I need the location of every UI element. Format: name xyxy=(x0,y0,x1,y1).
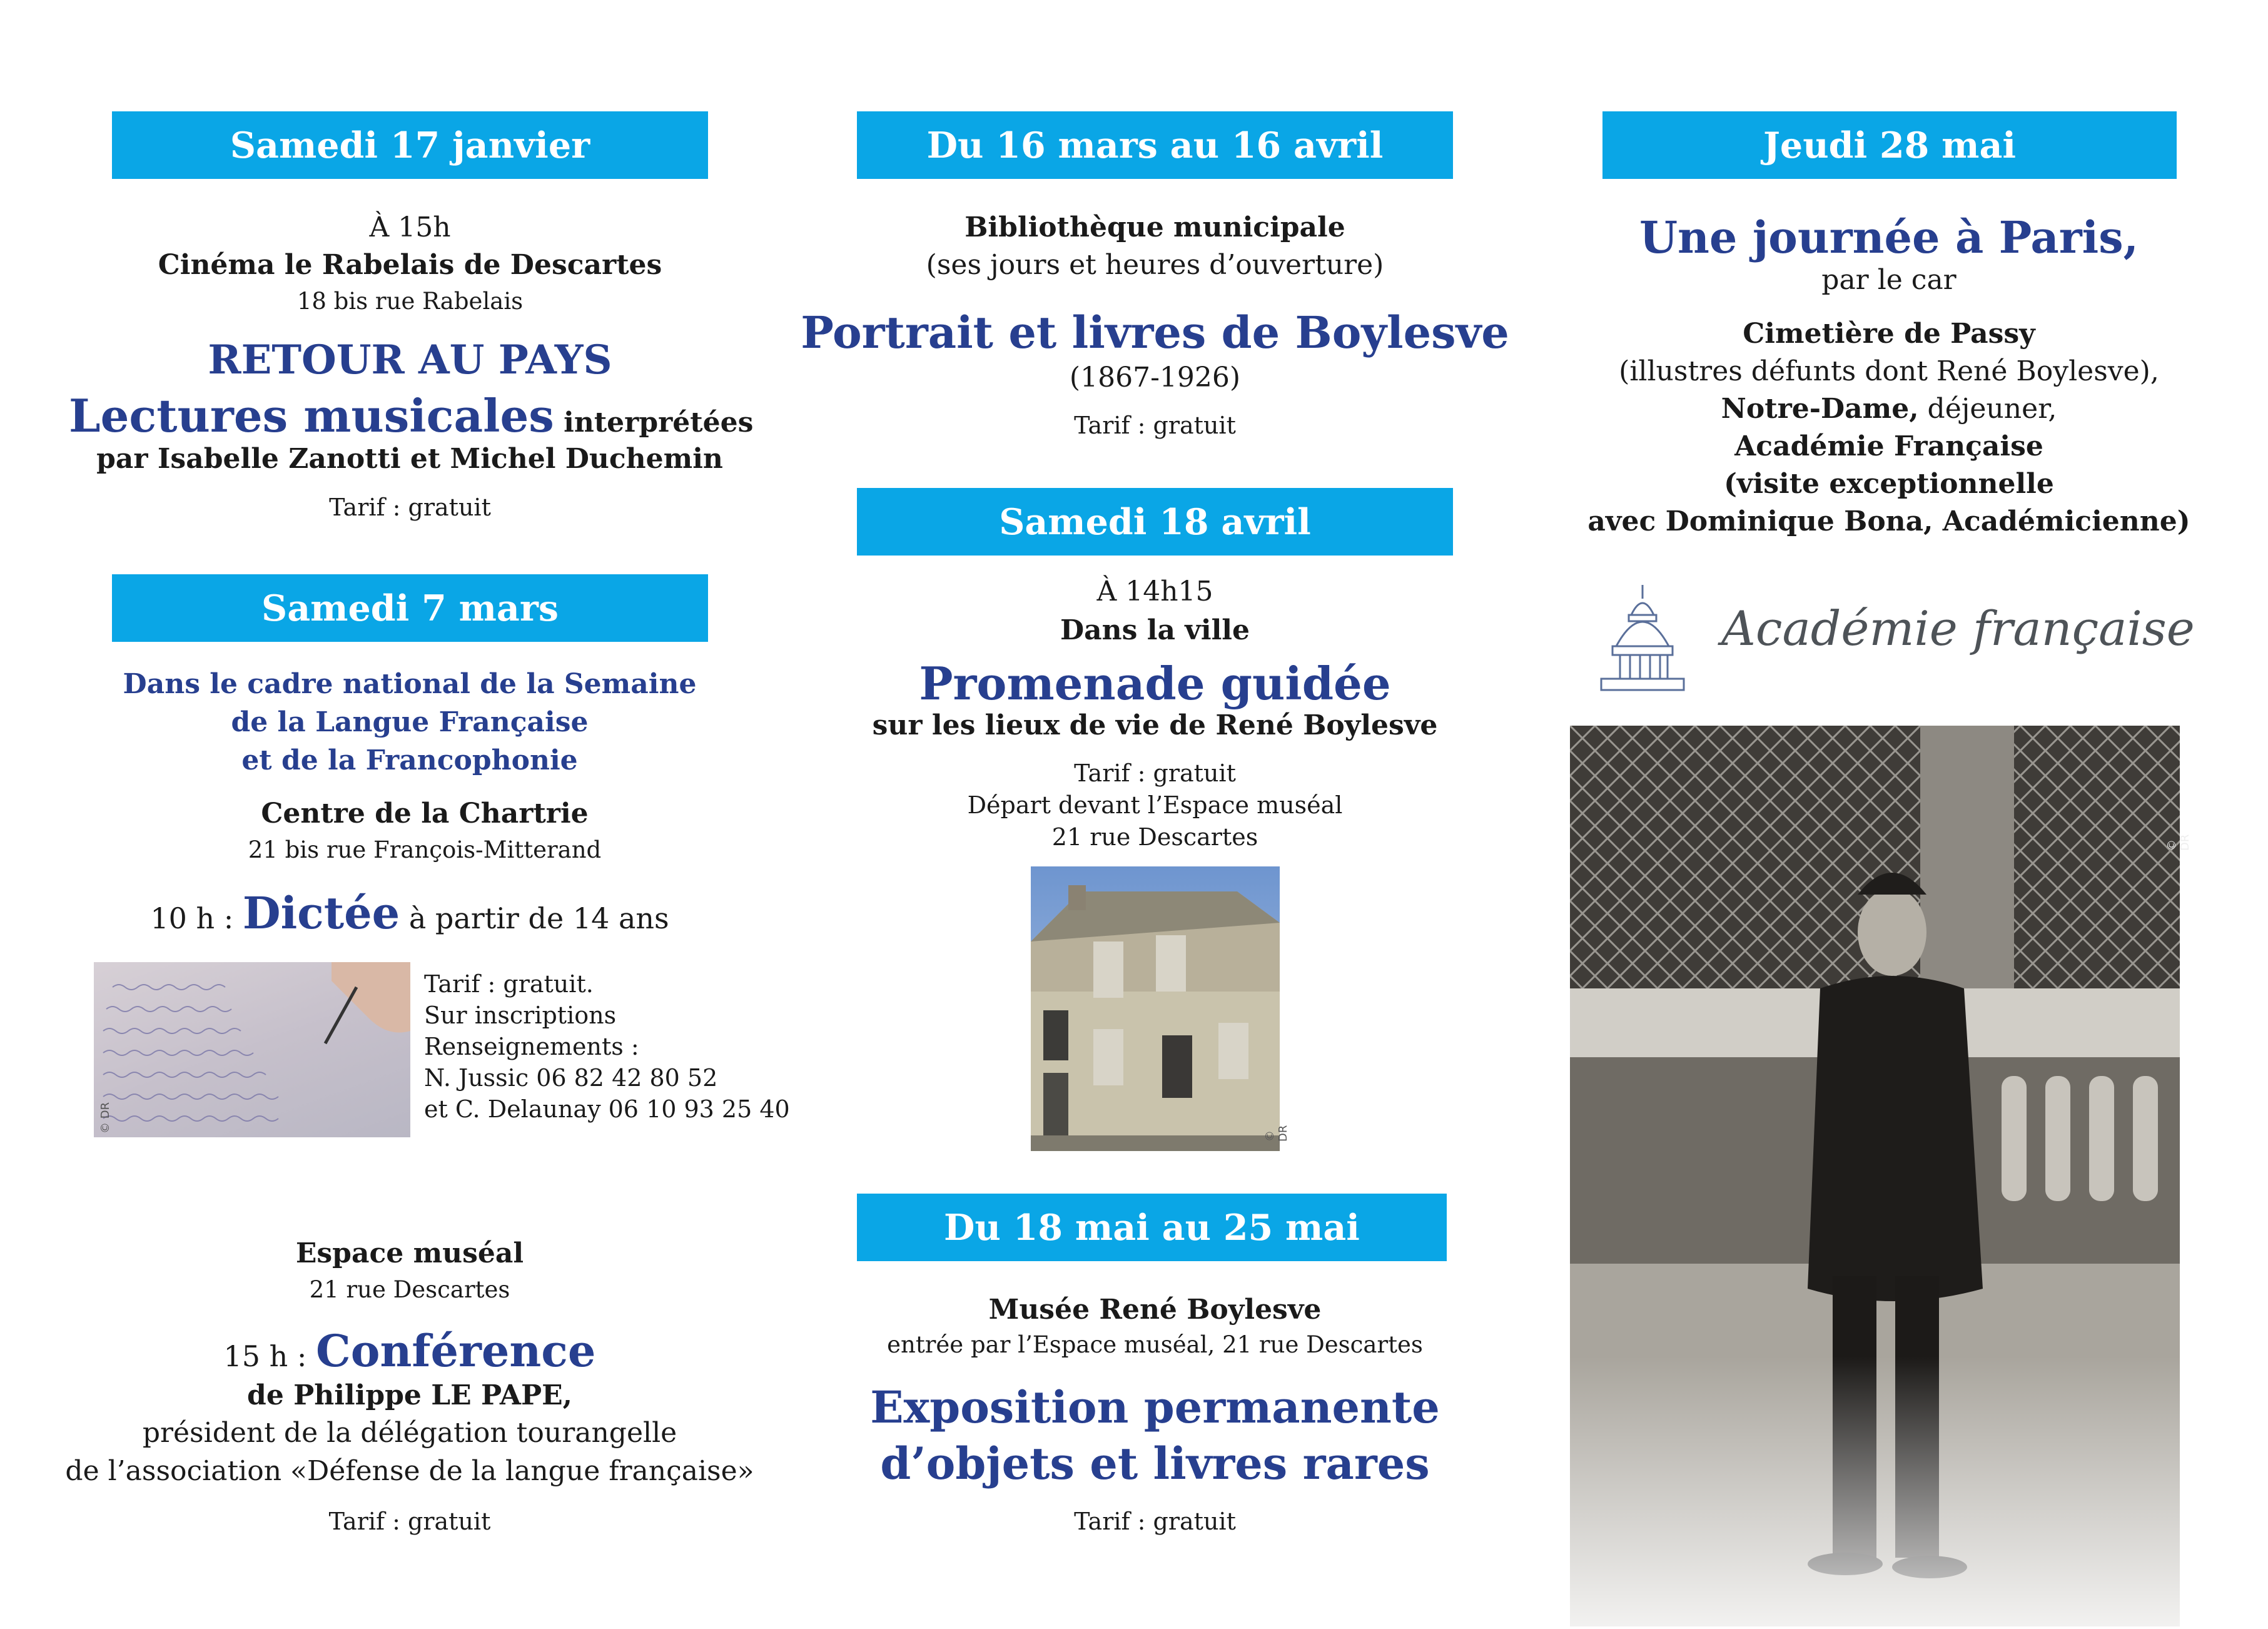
museum-title-line1: Exposition permanente xyxy=(870,1381,1440,1433)
dictee-info-line: Sur inscriptions xyxy=(424,1002,617,1029)
event1-address: 18 bis rue Rabelais xyxy=(296,288,524,315)
dictee-line xyxy=(69,887,751,939)
event3-tarif: Tarif : gratuit xyxy=(328,1508,491,1535)
house-photo-credit: © DR xyxy=(1263,1125,1290,1142)
event1-tarif: Tarif : gratuit xyxy=(329,494,491,521)
walk-title: Promenade guidée xyxy=(919,657,1391,710)
banner-samedi-18-avril xyxy=(857,488,1453,556)
event1-time: À 15h xyxy=(369,211,451,243)
event1-performers: par Isabelle Zanotti et Michel Duchemin xyxy=(96,443,723,475)
conference-speaker: de Philippe LE PAPE, xyxy=(247,1379,572,1411)
academie-logo-text xyxy=(1721,601,2195,694)
conference-line3: de l’association «Défense de la langue française» xyxy=(65,1455,754,1487)
museum-tarif: Tarif : gratuit xyxy=(1074,1508,1236,1535)
banner-du-18-mai-au-25-mai xyxy=(857,1194,1447,1261)
trip-subtitle: par le car xyxy=(1821,264,1957,296)
dictee-photo xyxy=(94,962,410,1137)
banner-text: Du 18 mai au 25 mai xyxy=(944,1206,1360,1249)
banner-jeudi-28-mai xyxy=(1602,111,2177,179)
banner-text: Samedi 7 mars xyxy=(261,587,559,629)
museum-title-line2: d’objets et livres rares xyxy=(880,1438,1430,1489)
banner-du-16-mars-au-16-avril xyxy=(857,111,1453,179)
trip-stop-passy-note: (illustres défunts dont René Boylesve), xyxy=(1619,355,2159,387)
boylesve-portrait-photo xyxy=(1570,726,2192,1626)
dictee-rest: à partir de 14 ans xyxy=(400,901,669,935)
expo1-title: Portrait et livres de Boylesve xyxy=(801,307,1509,358)
academie-dome-logo xyxy=(1599,585,1686,693)
trip-stop-academie: Académie Française xyxy=(1734,430,2043,462)
expo1-venue: Bibliothèque municipale xyxy=(964,211,1345,243)
walk-departure: Départ devant l’Espace muséal xyxy=(967,791,1343,819)
walk-subtitle: sur les lieux de vie de René Boylesve xyxy=(872,709,1438,741)
conference-line2: président de la délégation tourangelle xyxy=(142,1417,677,1449)
event1-title: RETOUR AU PAYS xyxy=(208,337,612,383)
dictee-info-line: Renseignements : xyxy=(424,1033,639,1060)
house-photo xyxy=(1031,866,1290,1151)
walk-venue: Dans la ville xyxy=(1060,614,1250,646)
event2-context-line1: Dans le cadre national de la Semaine xyxy=(123,668,697,700)
expo1-dates: (1867-1926) xyxy=(1069,362,1241,393)
trip-stop-academie-note2: avec Dominique Bona, Académicienne) xyxy=(1587,505,2190,537)
conference-time: 15 h : xyxy=(223,1339,316,1373)
banner-text: Du 16 mars au 16 avril xyxy=(926,124,1384,166)
dome-icon xyxy=(1599,585,1686,693)
house-image xyxy=(1031,866,1280,1151)
conference-line xyxy=(69,1325,751,1377)
walk-time: À 14h15 xyxy=(1096,576,1213,607)
trip-stop-academie-note1: (visite exceptionnelle xyxy=(1724,468,2054,500)
banner-text: Samedi 18 avril xyxy=(999,500,1311,543)
event2-context-line3: et de la Francophonie xyxy=(241,744,578,776)
academie-logo-label: Académie française xyxy=(1721,601,2195,656)
banner-text: Samedi 17 janvier xyxy=(230,124,590,166)
walk-address: 21 rue Descartes xyxy=(1051,823,1258,851)
expo1-tarif: Tarif : gratuit xyxy=(1074,412,1236,439)
portrait-image xyxy=(1570,726,2180,1626)
expo1-hours: (ses jours et heures d’ouverture) xyxy=(926,249,1384,281)
dictee-photo-credit: © DR xyxy=(99,1102,112,1134)
event1-venue: Cinéma le Rabelais de Descartes xyxy=(158,249,662,281)
portrait-photo-credit: © DR xyxy=(2165,834,2192,851)
conference-title: Conférence xyxy=(316,1325,596,1377)
trip-stop-notre-dame xyxy=(1582,393,2195,425)
dictee-info xyxy=(424,968,790,1125)
notre-dame-rest: déjeuner, xyxy=(1918,393,2057,425)
event1-subtitle-big: Lectures musicales xyxy=(69,389,554,442)
dictee-info-line: Tarif : gratuit. xyxy=(424,970,594,998)
dictee-info-line: et C. Delaunay 06 10 93 25 40 xyxy=(424,1095,790,1123)
dictee-time: 10 h : xyxy=(150,901,243,935)
trip-stop-passy: Cimetière de Passy xyxy=(1743,318,2035,350)
banner-samedi-7-mars xyxy=(112,574,708,642)
event2-address: 21 bis rue François-Mitterand xyxy=(248,836,602,863)
handwriting-image xyxy=(94,962,410,1137)
event1-subtitle-rest: interprétées xyxy=(554,407,754,439)
notre-dame-label: Notre-Dame, xyxy=(1721,393,1919,425)
dictee-info-line: N. Jussic 06 82 42 80 52 xyxy=(424,1064,718,1092)
event3-address: 21 rue Descartes xyxy=(309,1276,510,1303)
event2-venue: Centre de la Chartrie xyxy=(261,798,589,830)
museum-entry: entrée par l’Espace muséal, 21 rue Descartes xyxy=(887,1331,1423,1358)
banner-samedi-17-janvier xyxy=(112,111,708,179)
museum-venue: Musée René Boylesve xyxy=(988,1294,1322,1326)
walk-tarif: Tarif : gratuit xyxy=(1074,759,1236,787)
banner-text: Jeudi 28 mai xyxy=(1763,124,2017,166)
event1-subtitle xyxy=(69,389,754,442)
event2-context-line2: de la Langue Française xyxy=(231,706,589,738)
dictee-title: Dictée xyxy=(242,887,400,939)
trip-title: Une journée à Paris, xyxy=(1639,211,2139,263)
event3-venue: Espace muséal xyxy=(295,1237,524,1269)
